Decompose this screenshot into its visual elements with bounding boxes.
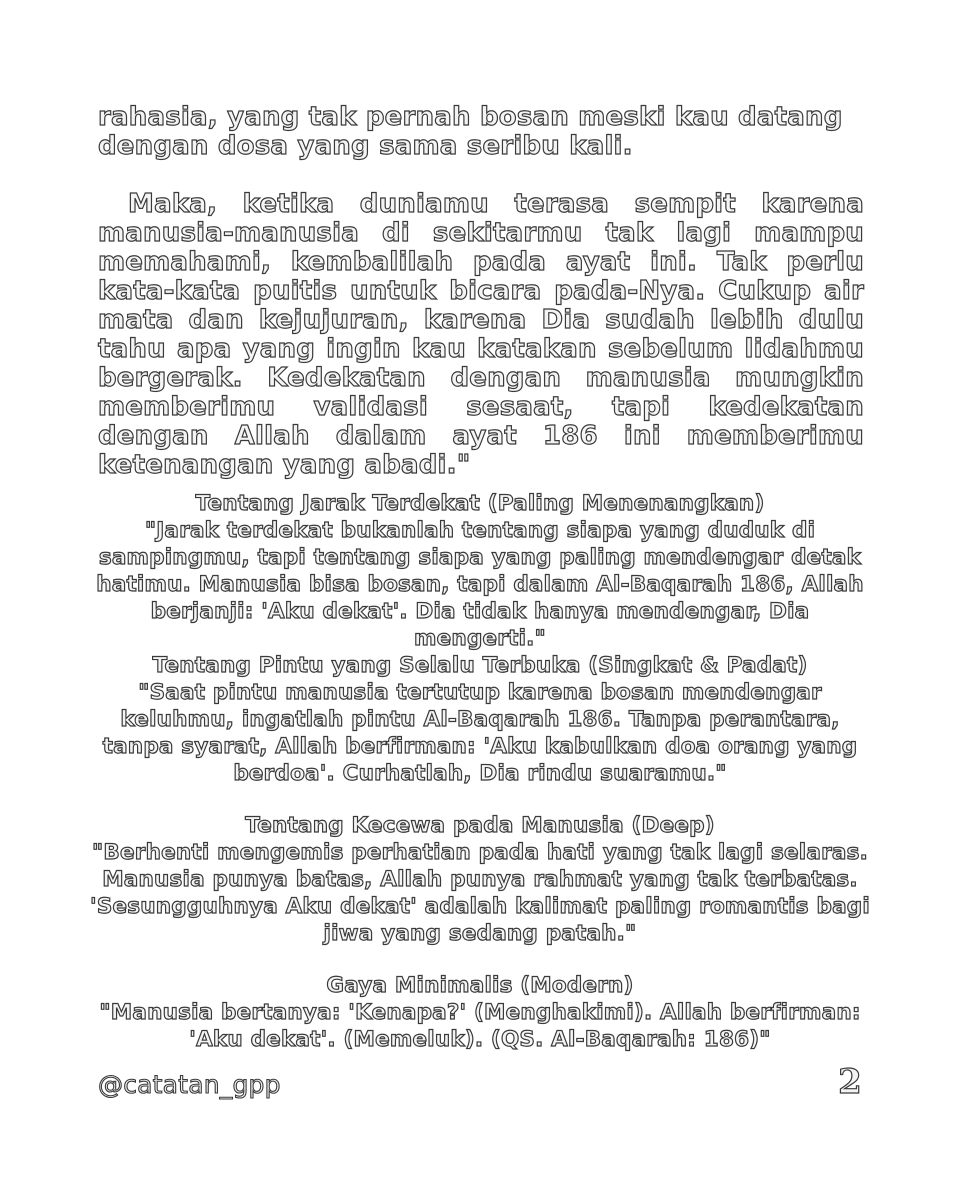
page-number: 2 [838,1062,862,1102]
section-heading: Tentang Kecewa pada Manusia (Deep) [245,813,715,838]
section-pintu-terbuka [90,652,870,787]
paragraph-main: Maka, ketika duniamu terasa sempit karena manusia-manusia di sekitarmu tak lagi mampu memahami, kembalilah pada ayat ini. Tak perlu kata-kata puitis untuk bicara pada-Nya. Cukup air mata dan kejujuran, karena Dia sudah lebih dulu tahu apa yang ingin kau katakan sebelum lidahmu bergerak. Kedekatan dengan manusia mungkin memberimu validasi sesaat, tapi kedekatan dengan Allah dalam ayat 186 ini memberimu ketenangan yang abadi." [98,189,864,480]
paragraph-continuation: rahasia, yang tak pernah bosan meski kau datang dengan dosa yang sama seribu kali. [98,102,843,161]
section-quote: "Jarak terdekat bukanlah tentang siapa yang duduk di sampingmu, tapi tentang siapa yang paling mendengar detak hatimu. Manusia bisa bosan, tapi dalam Al-Baqarah 186, Allah berjanji: 'Aku dekat'. Dia tidak hanya mendengar, Dia mengerti." [96,518,864,651]
section-quote: "Berhenti mengemis perhatian pada hati yang tak lagi selaras. Manusia punya batas, Allah punya rahmat yang tak terbatas. 'Sesungguhnya Aku dekat' adalah kalimat paling romantis bagi jiwa yang sedang patah." [90,840,870,946]
author-handle: @catatan_gpp [98,1070,281,1099]
section-quote: "Saat pintu manusia tertutup karena bosan mendengar keluhmu, ingatlah pintu Al-Baqarah 186. Tanpa perantara, tanpa syarat, Allah berfirman: 'Aku kabulkan doa orang yang berdoa'. Curhatlah, Dia rindu suaramu." [102,680,858,786]
section-heading: Tentang Jarak Terdekat (Paling Menenangkan) [195,491,765,516]
section-jarak-terdekat [90,490,870,652]
section-quote: "Manusia bertanya: 'Kenapa?' (Menghakimi). Allah berfirman: 'Aku dekat'. (Memeluk). (QS. Al-Baqarah: 186)" [99,1000,861,1052]
section-gaya-minimalis [90,972,870,1053]
section-heading: Tentang Pintu yang Selalu Terbuka (Singkat & Padat) [152,653,808,678]
section-heading: Gaya Minimalis (Modern) [326,973,634,998]
section-kecewa-manusia [90,812,870,947]
